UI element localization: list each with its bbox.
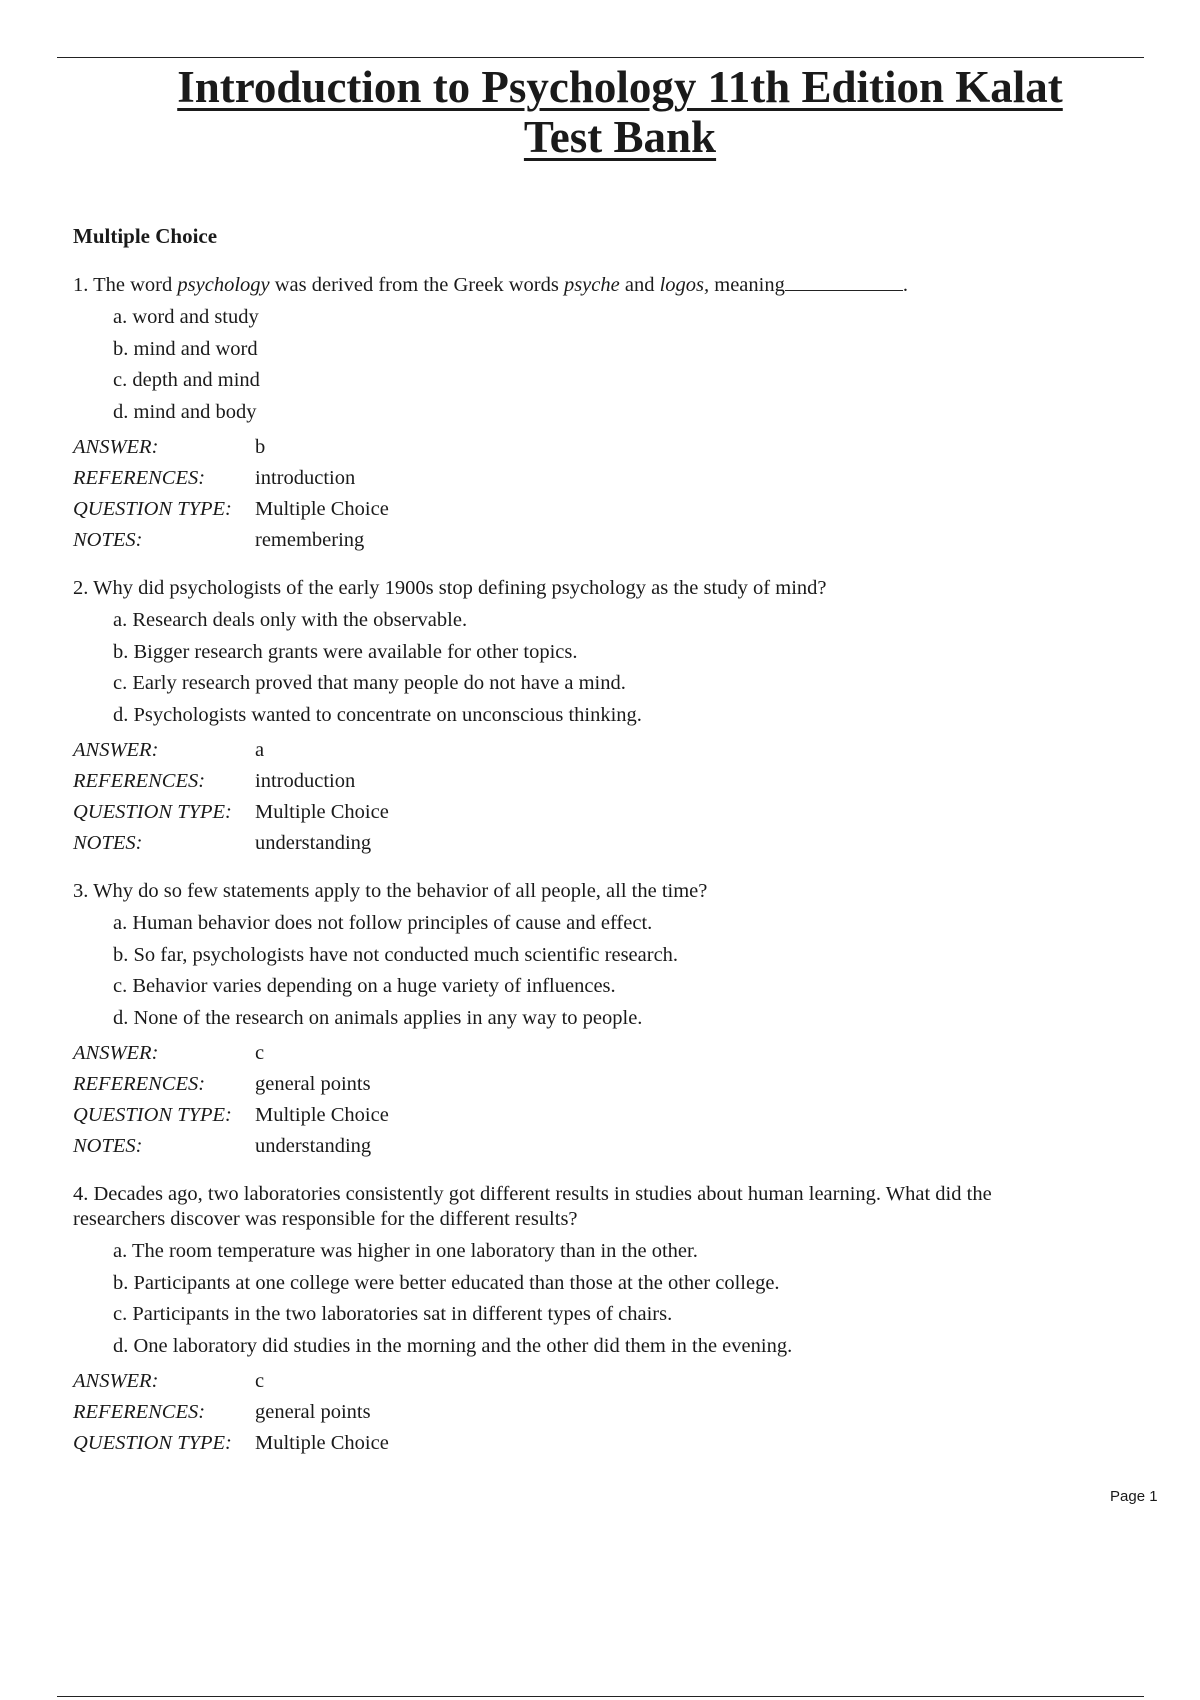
question-type-value: Multiple Choice bbox=[255, 1104, 389, 1126]
option-a: a. Human behavior does not follow principles of cause and effect. bbox=[113, 912, 653, 934]
question-type-label: QUESTION TYPE: bbox=[73, 1432, 232, 1454]
question-meta bbox=[73, 1366, 1073, 1459]
bottom-rule bbox=[57, 1696, 1144, 1697]
question-stem: 3. Why do so few statements apply to the behavior of all people, all the time? bbox=[73, 880, 708, 902]
answer-value: b bbox=[255, 436, 266, 458]
document-title bbox=[0, 62, 1200, 162]
option-a: a. The room temperature was higher in one laboratory than in the other. bbox=[113, 1240, 698, 1262]
references-value: general points bbox=[255, 1401, 371, 1423]
option-c: c. Early research proved that many people do not have a mind. bbox=[113, 672, 626, 694]
page-number: Page 1 bbox=[1110, 1488, 1158, 1505]
question-stem: 1. The word psychology was derived from the Greek words psyche and logos, meaning . bbox=[73, 274, 908, 296]
option-c: c. depth and mind bbox=[113, 369, 260, 391]
notes-value: remembering bbox=[255, 529, 365, 551]
top-rule bbox=[57, 57, 1144, 58]
question-stem: 2. Why did psychologists of the early 1900s stop defining psychology as the study of mind? bbox=[73, 577, 827, 599]
question-meta bbox=[73, 735, 1073, 859]
option-b: b. mind and word bbox=[113, 337, 258, 360]
question-stem: 4. Decades ago, two laboratories consistently got different results in studies about human learning. What did the researchers discover was responsible for the different results? bbox=[73, 1183, 992, 1230]
option-a: a. word and study bbox=[113, 306, 259, 328]
question-type-label: QUESTION TYPE: bbox=[73, 801, 232, 823]
question-1 bbox=[73, 272, 1073, 556]
answer-value: c bbox=[255, 1370, 265, 1392]
answer-value: a bbox=[255, 739, 265, 761]
question-list bbox=[73, 222, 1073, 1479]
question-type-label: QUESTION TYPE: bbox=[73, 1104, 232, 1126]
section-heading: Multiple Choice bbox=[73, 224, 218, 248]
notes-label: NOTES: bbox=[73, 1135, 143, 1157]
references-value: introduction bbox=[255, 467, 356, 489]
notes-label: NOTES: bbox=[73, 529, 143, 551]
references-label: REFERENCES: bbox=[73, 1073, 206, 1095]
title-line-2: Test Bank bbox=[523, 112, 717, 162]
option-a: a. Research deals only with the observable. bbox=[113, 609, 468, 631]
answer-blank bbox=[785, 272, 903, 291]
option-list bbox=[113, 302, 1073, 428]
answer-label: ANSWER: bbox=[73, 436, 159, 458]
option-b: b. So far, psychologists have not conducted much scientific research. bbox=[113, 943, 679, 966]
references-value: general points bbox=[255, 1073, 371, 1095]
option-c: c. Participants in the two laboratories sat in different types of chairs. bbox=[113, 1303, 673, 1325]
answer-value: c bbox=[255, 1042, 265, 1064]
question-3 bbox=[73, 879, 1073, 1162]
option-list bbox=[113, 605, 1073, 731]
question-type-label: QUESTION TYPE: bbox=[73, 498, 232, 520]
references-label: REFERENCES: bbox=[73, 467, 206, 489]
option-b: b. Participants at one college were better educated than those at the other college. bbox=[113, 1271, 780, 1294]
notes-value: understanding bbox=[255, 1135, 372, 1157]
option-c: c. Behavior varies depending on a huge variety of influences. bbox=[113, 975, 616, 997]
answer-label: ANSWER: bbox=[73, 739, 159, 761]
notes-label: NOTES: bbox=[73, 832, 143, 854]
answer-label: ANSWER: bbox=[73, 1370, 159, 1392]
option-list bbox=[113, 908, 1073, 1034]
question-4 bbox=[73, 1182, 1073, 1459]
references-label: REFERENCES: bbox=[73, 770, 206, 792]
notes-value: understanding bbox=[255, 832, 372, 854]
references-value: introduction bbox=[255, 770, 356, 792]
option-list bbox=[113, 1236, 1073, 1362]
option-b: b. Bigger research grants were available for other topics. bbox=[113, 640, 578, 663]
question-type-value: Multiple Choice bbox=[255, 801, 389, 823]
question-meta bbox=[73, 1038, 1073, 1162]
title-line-1: Introduction to Psychology 11th Edition Kalat bbox=[177, 62, 1063, 112]
question-type-value: Multiple Choice bbox=[255, 498, 389, 520]
option-d: d. Psychologists wanted to concentrate on unconscious thinking. bbox=[113, 703, 642, 726]
question-meta bbox=[73, 432, 1073, 556]
option-d: d. mind and body bbox=[113, 400, 257, 423]
option-d: d. None of the research on animals applies in any way to people. bbox=[113, 1006, 643, 1029]
question-type-value: Multiple Choice bbox=[255, 1432, 389, 1454]
question-2 bbox=[73, 576, 1073, 859]
references-label: REFERENCES: bbox=[73, 1401, 206, 1423]
option-d: d. One laboratory did studies in the morning and the other did them in the evening. bbox=[113, 1334, 793, 1357]
answer-label: ANSWER: bbox=[73, 1042, 159, 1064]
